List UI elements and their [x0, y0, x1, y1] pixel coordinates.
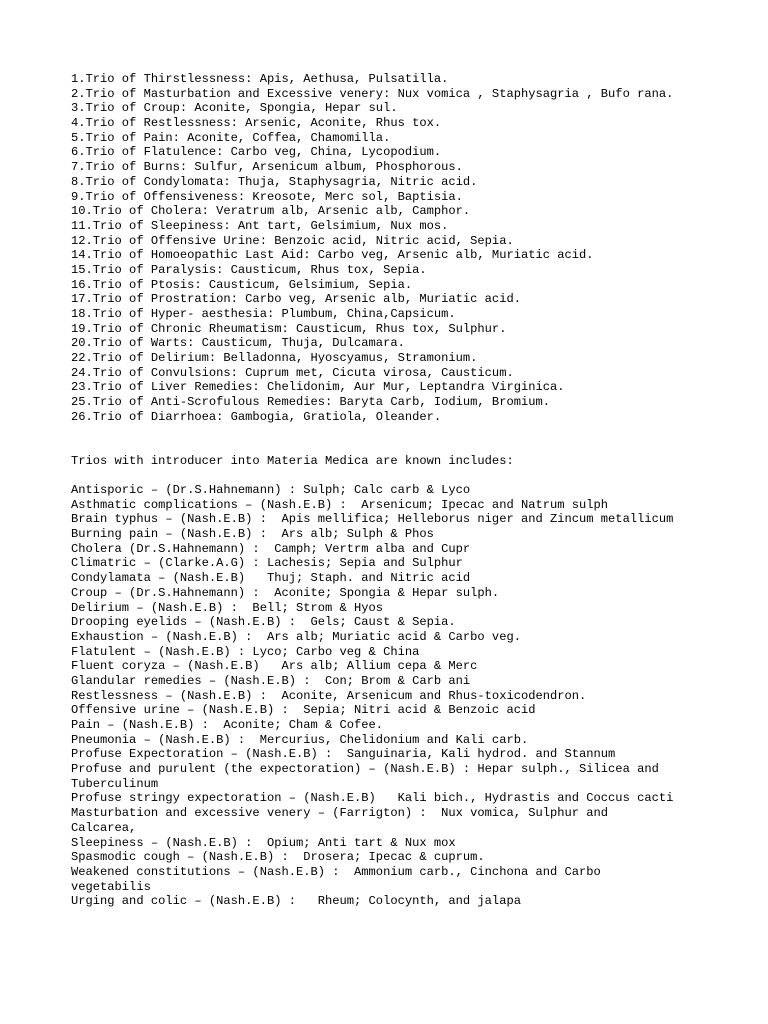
introducer-line: Profuse and purulent (the expectoration) – (Nash.E.B) : Hepar sulph., Silicea and	[71, 762, 659, 777]
trio-line: 11.Trio of Sleepiness: Ant tart, Gelsimium, Nux mos.	[71, 218, 449, 233]
introducer-line: Pneumonia – (Nash.E.B) : Mercurius, Chelidonium and Kali carb.	[71, 732, 529, 747]
trio-line: 17.Trio of Prostration: Carbo veg, Arsenic alb, Muriatic acid.	[71, 292, 521, 307]
introducer-line: Weakened constitutions – (Nash.E.B) : Ammonium carb., Cinchona and Carbo	[71, 864, 601, 879]
trio-list	[71, 72, 673, 425]
introducer-line: Antisporic – (Dr.S.Hahnemann) : Sulph; Calc carb & Lyco	[71, 483, 471, 497]
trio-line: 25.Trio of Anti-Scrofulous Remedies: Baryta Carb, Iodium, Bromium.	[71, 395, 550, 410]
trio-line: 6.Trio of Flatulence: Carbo veg, China, Lycopodium.	[71, 145, 442, 160]
trio-line: 9.Trio of Offensiveness: Kreosote, Merc sol, Baptisia.	[71, 189, 463, 204]
trio-line: 2.Trio of Masturbation and Excessive venery: Nux vomica , Staphysagria , Bufo rana.	[71, 86, 674, 101]
introducer-line: Spasmodic cough – (Nash.E.B) : Drosera; Ipecac & cuprum.	[71, 850, 485, 865]
introducer-line: Calcarea,	[71, 820, 137, 835]
trio-line: 3.Trio of Croup: Aconite, Spongia, Hepar sul.	[71, 101, 398, 116]
introducer-line: Exhaustion – (Nash.E.B) : Ars alb; Muriatic acid & Carbo veg.	[71, 629, 521, 644]
introducer-line: vegetabilis	[71, 879, 151, 894]
trio-line: 23.Trio of Liver Remedies: Chelidonim, Aur Mur, Leptandra Virginica.	[71, 380, 565, 395]
introducer-line: Urging and colic – (Nash.E.B) : Rheum; Colocynth, and jalapa	[71, 894, 521, 909]
introducer-line: Asthmatic complications – (Nash.E.B) : Arsenicum; Ipecac and Natrum sulph	[71, 497, 609, 512]
introducer-line: Masturbation and excessive venery – (Farrigton) : Nux vomica, Sulphur and	[71, 806, 609, 821]
trio-line: 10.Trio of Cholera: Veratrum alb, Arsenic alb, Camphor.	[71, 204, 471, 219]
trio-line: 15.Trio of Paralysis: Causticum, Rhus tox, Sepia.	[71, 262, 427, 277]
trio-line: 1.Trio of Thirstlessness: Apis, Aethusa, Pulsatilla.	[71, 72, 449, 86]
introducer-line: Fluent coryza – (Nash.E.B) Ars alb; Allium cepa & Merc	[71, 659, 478, 674]
trio-line: 5.Trio of Pain: Aconite, Coffea, Chamomilla.	[71, 130, 391, 145]
trio-line: 16.Trio of Ptosis: Causticum, Gelsimium, Sepia.	[71, 277, 413, 292]
introducer-line: Condylamata – (Nash.E.B) Thuj; Staph. and Nitric acid	[71, 571, 471, 586]
introducer-line: Cholera (Dr.S.Hahnemann) : Camph; Vertrm alba and Cupr	[71, 541, 471, 556]
introducer-line: Profuse stringy expectoration – (Nash.E.B) Kali bich., Hydrastis and Coccus cacti	[71, 791, 674, 806]
introducer-list	[71, 483, 673, 909]
introducer-line: Offensive urine – (Nash.E.B) : Sepia; Nitri acid & Benzoic acid	[71, 703, 536, 718]
introducer-line: Glandular remedies – (Nash.E.B) : Con; Brom & Carb ani	[71, 673, 471, 688]
trio-line: 8.Trio of Condylomata: Thuja, Staphysagria, Nitric acid.	[71, 174, 478, 189]
introducer-line: Pain – (Nash.E.B) : Aconite; Cham & Cofee.	[71, 718, 384, 732]
introducer-heading: Trios with introducer into Materia Medica are known includes:	[71, 454, 514, 468]
introducer-line: Brain typhus – (Nash.E.B) : Apis mellifica; Helleborus niger and Zincum metallicum	[71, 512, 674, 527]
introducer-line: Flatulent – (Nash.E.B) : Lyco; Carbo veg & China	[71, 644, 420, 659]
introducer-line: Burning pain – (Nash.E.B) : Ars alb; Sulph & Phos	[71, 527, 434, 542]
trio-line: 19.Trio of Chronic Rheumatism: Causticum, Rhus tox, Sulphur.	[71, 321, 507, 336]
trio-line: 26.Trio of Diarrhoea: Gambogia, Gratiola, Oleander.	[71, 409, 442, 424]
trio-line: 12.Trio of Offensive Urine: Benzoic acid, Nitric acid, Sepia.	[71, 233, 514, 248]
trio-line: 4.Trio of Restlessness: Arsenic, Aconite, Rhus tox.	[71, 116, 442, 131]
introducer-line: Profuse Expectoration – (Nash.E.B) : Sanguinaria, Kali hydrod. and Stannum	[71, 747, 616, 762]
introducer-line: Sleepiness – (Nash.E.B) : Opium; Anti tart & Nux mox	[71, 835, 456, 850]
introducer-line: Restlessness – (Nash.E.B) : Aconite, Arsenicum and Rhus-toxicodendron.	[71, 688, 587, 703]
trio-line: 14.Trio of Homoeopathic Last Aid: Carbo veg, Arsenic alb, Muriatic acid.	[71, 248, 594, 263]
trio-line: 22.Trio of Delirium: Belladonna, Hyoscyamus, Stramonium.	[71, 351, 478, 366]
trio-line: 20.Trio of Warts: Causticum, Thuja, Dulcamara.	[71, 336, 405, 351]
trio-line: 18.Trio of Hyper- aesthesia: Plumbum, China,Capsicum.	[71, 307, 456, 321]
introducer-line: Tuberculinum	[71, 776, 159, 791]
introducer-line: Croup – (Dr.S.Hahnemann) : Aconite; Spongia & Hepar sulph.	[71, 585, 500, 600]
trio-line: 24.Trio of Convulsions: Cuprum met, Cicuta virosa, Causticum.	[71, 365, 514, 380]
introducer-line: Delirium – (Nash.E.B) : Bell; Strom & Hyos	[71, 600, 384, 615]
trio-line: 7.Trio of Burns: Sulfur, Arsenicum album, Phosphorous.	[71, 160, 463, 175]
introducer-line: Drooping eyelids – (Nash.E.B) : Gels; Caust & Sepia.	[71, 615, 456, 630]
introducer-line: Climatric – (Clarke.A.G) : Lachesis; Sepia and Sulphur	[71, 556, 463, 571]
